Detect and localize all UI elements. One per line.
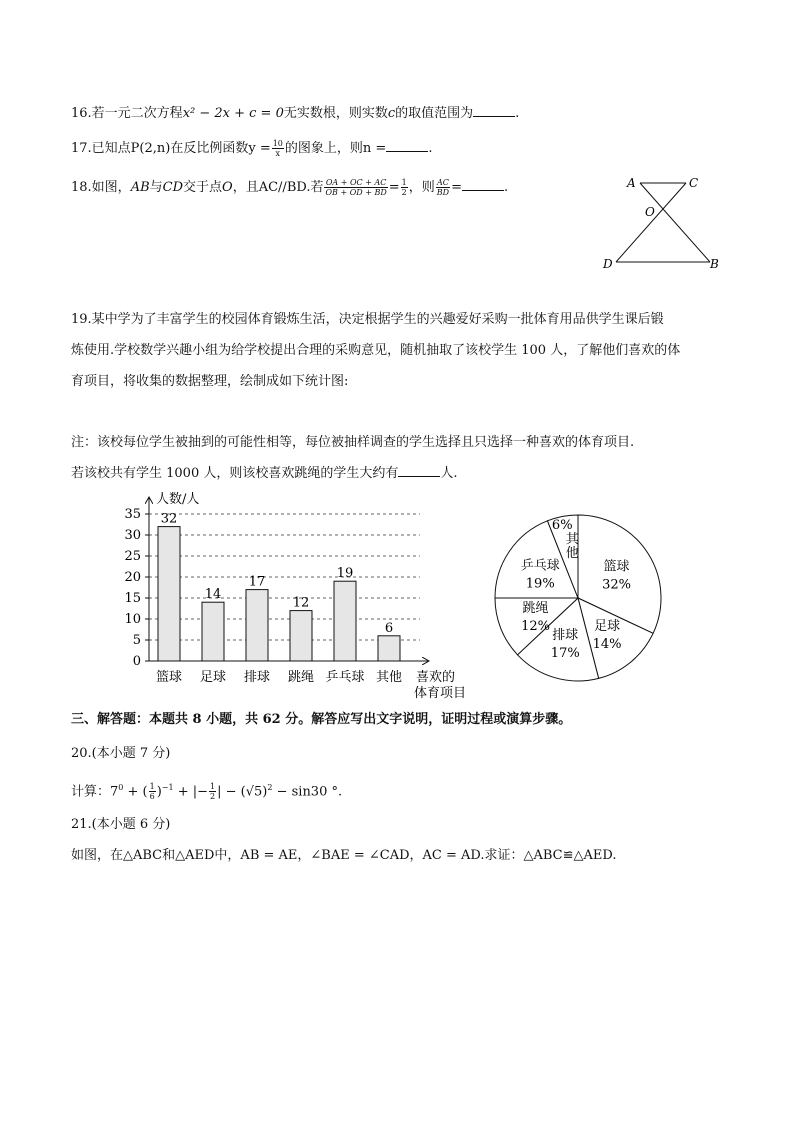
x-tick-label: 足球 — [199, 670, 227, 685]
q18-equals-2: = — [451, 180, 462, 195]
q19-line-2: 炼使用.学校数学兴趣小组为给学校提出合理的采购意见，随机抽取了该校学生 100 人，了解他们喜欢的体 — [71, 343, 681, 358]
fraction-denominator: x — [275, 149, 281, 158]
point-c-label: C — [689, 176, 699, 190]
slice-name-label: 排球 — [552, 627, 579, 643]
q20-plus-1: + ( — [123, 784, 148, 800]
slice-percent-label: 19% — [525, 576, 555, 592]
x-tick-label: 跳绳 — [287, 670, 315, 685]
bar — [334, 581, 356, 661]
fraction-numerator: AC — [436, 178, 449, 187]
q20-calc-prefix: 计算：7 — [71, 784, 119, 800]
q19-note: 注：该校每位学生被抽到的可能性相等，每位被抽样调查的学生选择且只选择一种喜欢的体育项目. — [71, 435, 635, 450]
q17-post: 的图象上，则n = — [284, 141, 387, 156]
y-tick-label: 0 — [132, 654, 141, 669]
y-tick-label: 35 — [124, 507, 141, 522]
point-d-label: D — [603, 257, 613, 271]
y-tick-label: 20 — [124, 570, 141, 585]
bar-chart — [112, 486, 482, 706]
fraction-numerator: 10 — [272, 139, 283, 148]
q17-prefix: 17.已知点P(2,n)在反比例函数y = — [71, 141, 271, 156]
q16-variable: c — [387, 106, 396, 121]
x-tick-label: 乒乓球 — [325, 670, 365, 685]
bar-value-label: 17 — [248, 574, 266, 590]
q18-end: . — [503, 180, 509, 195]
y-axis-label: 人数/人 — [156, 492, 200, 507]
answer-blank[interactable] — [462, 178, 504, 191]
q20-expression: 计算：$7^0$ + ( $\frac{1}{6}$ )$^{-1}$ + |− $\frac{1}{2}$ | − $(√5)^2 - \sin 30$ °. — [71, 782, 343, 802]
bar-value-label: 14 — [204, 587, 222, 603]
x-tick-label: 篮球 — [155, 670, 183, 685]
slice-name-label: 足球 — [594, 619, 621, 635]
q17-fraction — [272, 139, 284, 158]
slice-percent-label: 32% — [602, 577, 631, 593]
q18-meet: 交于点 — [183, 180, 223, 195]
slice-name-label: 其 — [565, 532, 579, 548]
q18-prefix: 18.如图， — [71, 180, 131, 195]
section-3-heading: 三、解答题：本题共 8 小题，共 62 分。解答应写出文字说明，证明过程或演算步骤。 — [71, 712, 572, 727]
q18-half-fraction — [401, 178, 408, 197]
q20-exponent-neg1: −1 — [161, 783, 174, 792]
slice-name-label: 篮球 — [603, 559, 630, 575]
q18-ab: AB — [130, 180, 150, 195]
point-a-label: A — [627, 176, 636, 190]
x-tick-label: 排球 — [243, 670, 271, 685]
y-tick-label: 30 — [124, 528, 141, 543]
q18-ratio-fraction — [324, 178, 387, 197]
fraction-denominator: 6 — [149, 792, 155, 802]
q20-exponent-0: 0 — [118, 783, 124, 792]
slice-percent-label: 17% — [550, 645, 580, 661]
bar-value-label: 32 — [160, 511, 178, 527]
fraction-denominator: OB + OD + BD — [325, 188, 387, 197]
slice-name-label: 乒乓球 — [520, 558, 560, 574]
slice-name-label: 他 — [565, 546, 579, 562]
question-16 — [71, 104, 519, 123]
answer-blank[interactable] — [386, 139, 428, 152]
q19-line-3: 育项目，将收集的数据整理，绘制成如下统计图: — [71, 374, 349, 389]
fraction-numerator: 1 — [149, 782, 155, 792]
bar — [158, 527, 180, 661]
fraction-denominator: 2 — [401, 188, 407, 197]
slice-percent-label: 6% — [551, 518, 573, 534]
bar — [290, 611, 312, 661]
answer-blank[interactable] — [473, 104, 515, 117]
q20-sixth-fraction — [149, 782, 156, 801]
answer-blank[interactable] — [398, 464, 440, 477]
y-tick-label: 5 — [132, 633, 141, 648]
q19-line-1: 19.某中学为了丰富学生的校园体育锻炼生活，决定根据学生的兴趣爱好采购一批体育用品供学生课后锻 — [71, 312, 664, 327]
fraction-numerator: OA + OC + AC — [325, 178, 387, 187]
q21-text: 如图，在△ABC和△AED中，AB = AE，∠BAE = ∠CAD，AC = AD.求证：△ABC≌△AED. — [71, 848, 617, 863]
fraction-numerator: 1 — [401, 178, 407, 187]
x-axis-label-line-1: 喜欢的 — [416, 670, 456, 685]
slice-percent-label: 14% — [592, 637, 622, 653]
q18-o: O — [222, 180, 233, 195]
q18-then: ，则 — [408, 180, 435, 195]
point-b-label: B — [710, 257, 719, 271]
q20-tail: − sin30 °. — [272, 784, 343, 800]
q21-title: 21.(本小题 6 分) — [71, 817, 171, 832]
fraction-denominator: BD — [436, 188, 450, 197]
bar — [378, 636, 400, 661]
q20-rest: | − (√5) — [217, 784, 268, 800]
q19-question — [71, 464, 458, 483]
fraction-denominator: 2 — [210, 792, 216, 802]
q20-half-fraction — [209, 782, 216, 801]
y-tick-label: 25 — [124, 549, 141, 564]
question-17 — [71, 139, 432, 158]
q19-ask-prefix: 若该校共有学生 1000 人，则该校喜欢跳绳的学生大约有 — [71, 466, 399, 481]
q17-end: . — [428, 141, 433, 156]
bar — [246, 590, 268, 661]
q16-end: . — [515, 106, 520, 121]
q18-and: 与 — [149, 180, 163, 195]
slice-name-label: 跳绳 — [522, 600, 549, 616]
q16-equation: x² − 2x + c = 0 — [182, 106, 284, 121]
q20-plus-abs: + |− — [173, 784, 209, 800]
question-18 — [71, 178, 508, 197]
q16-post: 的取值范围为 — [395, 106, 474, 121]
fraction-numerator: 1 — [210, 782, 216, 792]
q16-prefix: 16.若一元二次方程 — [71, 106, 183, 121]
q20-exponent-2: 2 — [267, 783, 273, 792]
point-o-label: O — [645, 205, 655, 219]
slice-percent-label: 12% — [521, 618, 551, 634]
q18-condition: ，且AC//BD.若 — [232, 180, 324, 195]
x-axis-label-line-2: 体育项目 — [414, 686, 467, 701]
y-tick-label: 10 — [124, 612, 141, 627]
y-tick-label: 15 — [124, 591, 141, 606]
q20-title: 20.(本小题 7 分) — [71, 746, 171, 761]
pie-chart — [490, 510, 670, 690]
q18-answer-fraction — [436, 178, 450, 197]
q16-mid: 无实数根，则实数 — [283, 106, 388, 121]
bar-value-label: 12 — [292, 595, 310, 611]
q19-ask-suffix: 人. — [440, 466, 458, 481]
q18-equals: = — [388, 180, 400, 195]
x-tick-label: 其他 — [375, 670, 403, 685]
q18-cd: CD — [162, 180, 184, 195]
bar — [202, 602, 224, 661]
bar-value-label: 19 — [336, 566, 354, 582]
triangle-figure — [598, 172, 728, 272]
bar-value-label: 6 — [384, 620, 394, 636]
